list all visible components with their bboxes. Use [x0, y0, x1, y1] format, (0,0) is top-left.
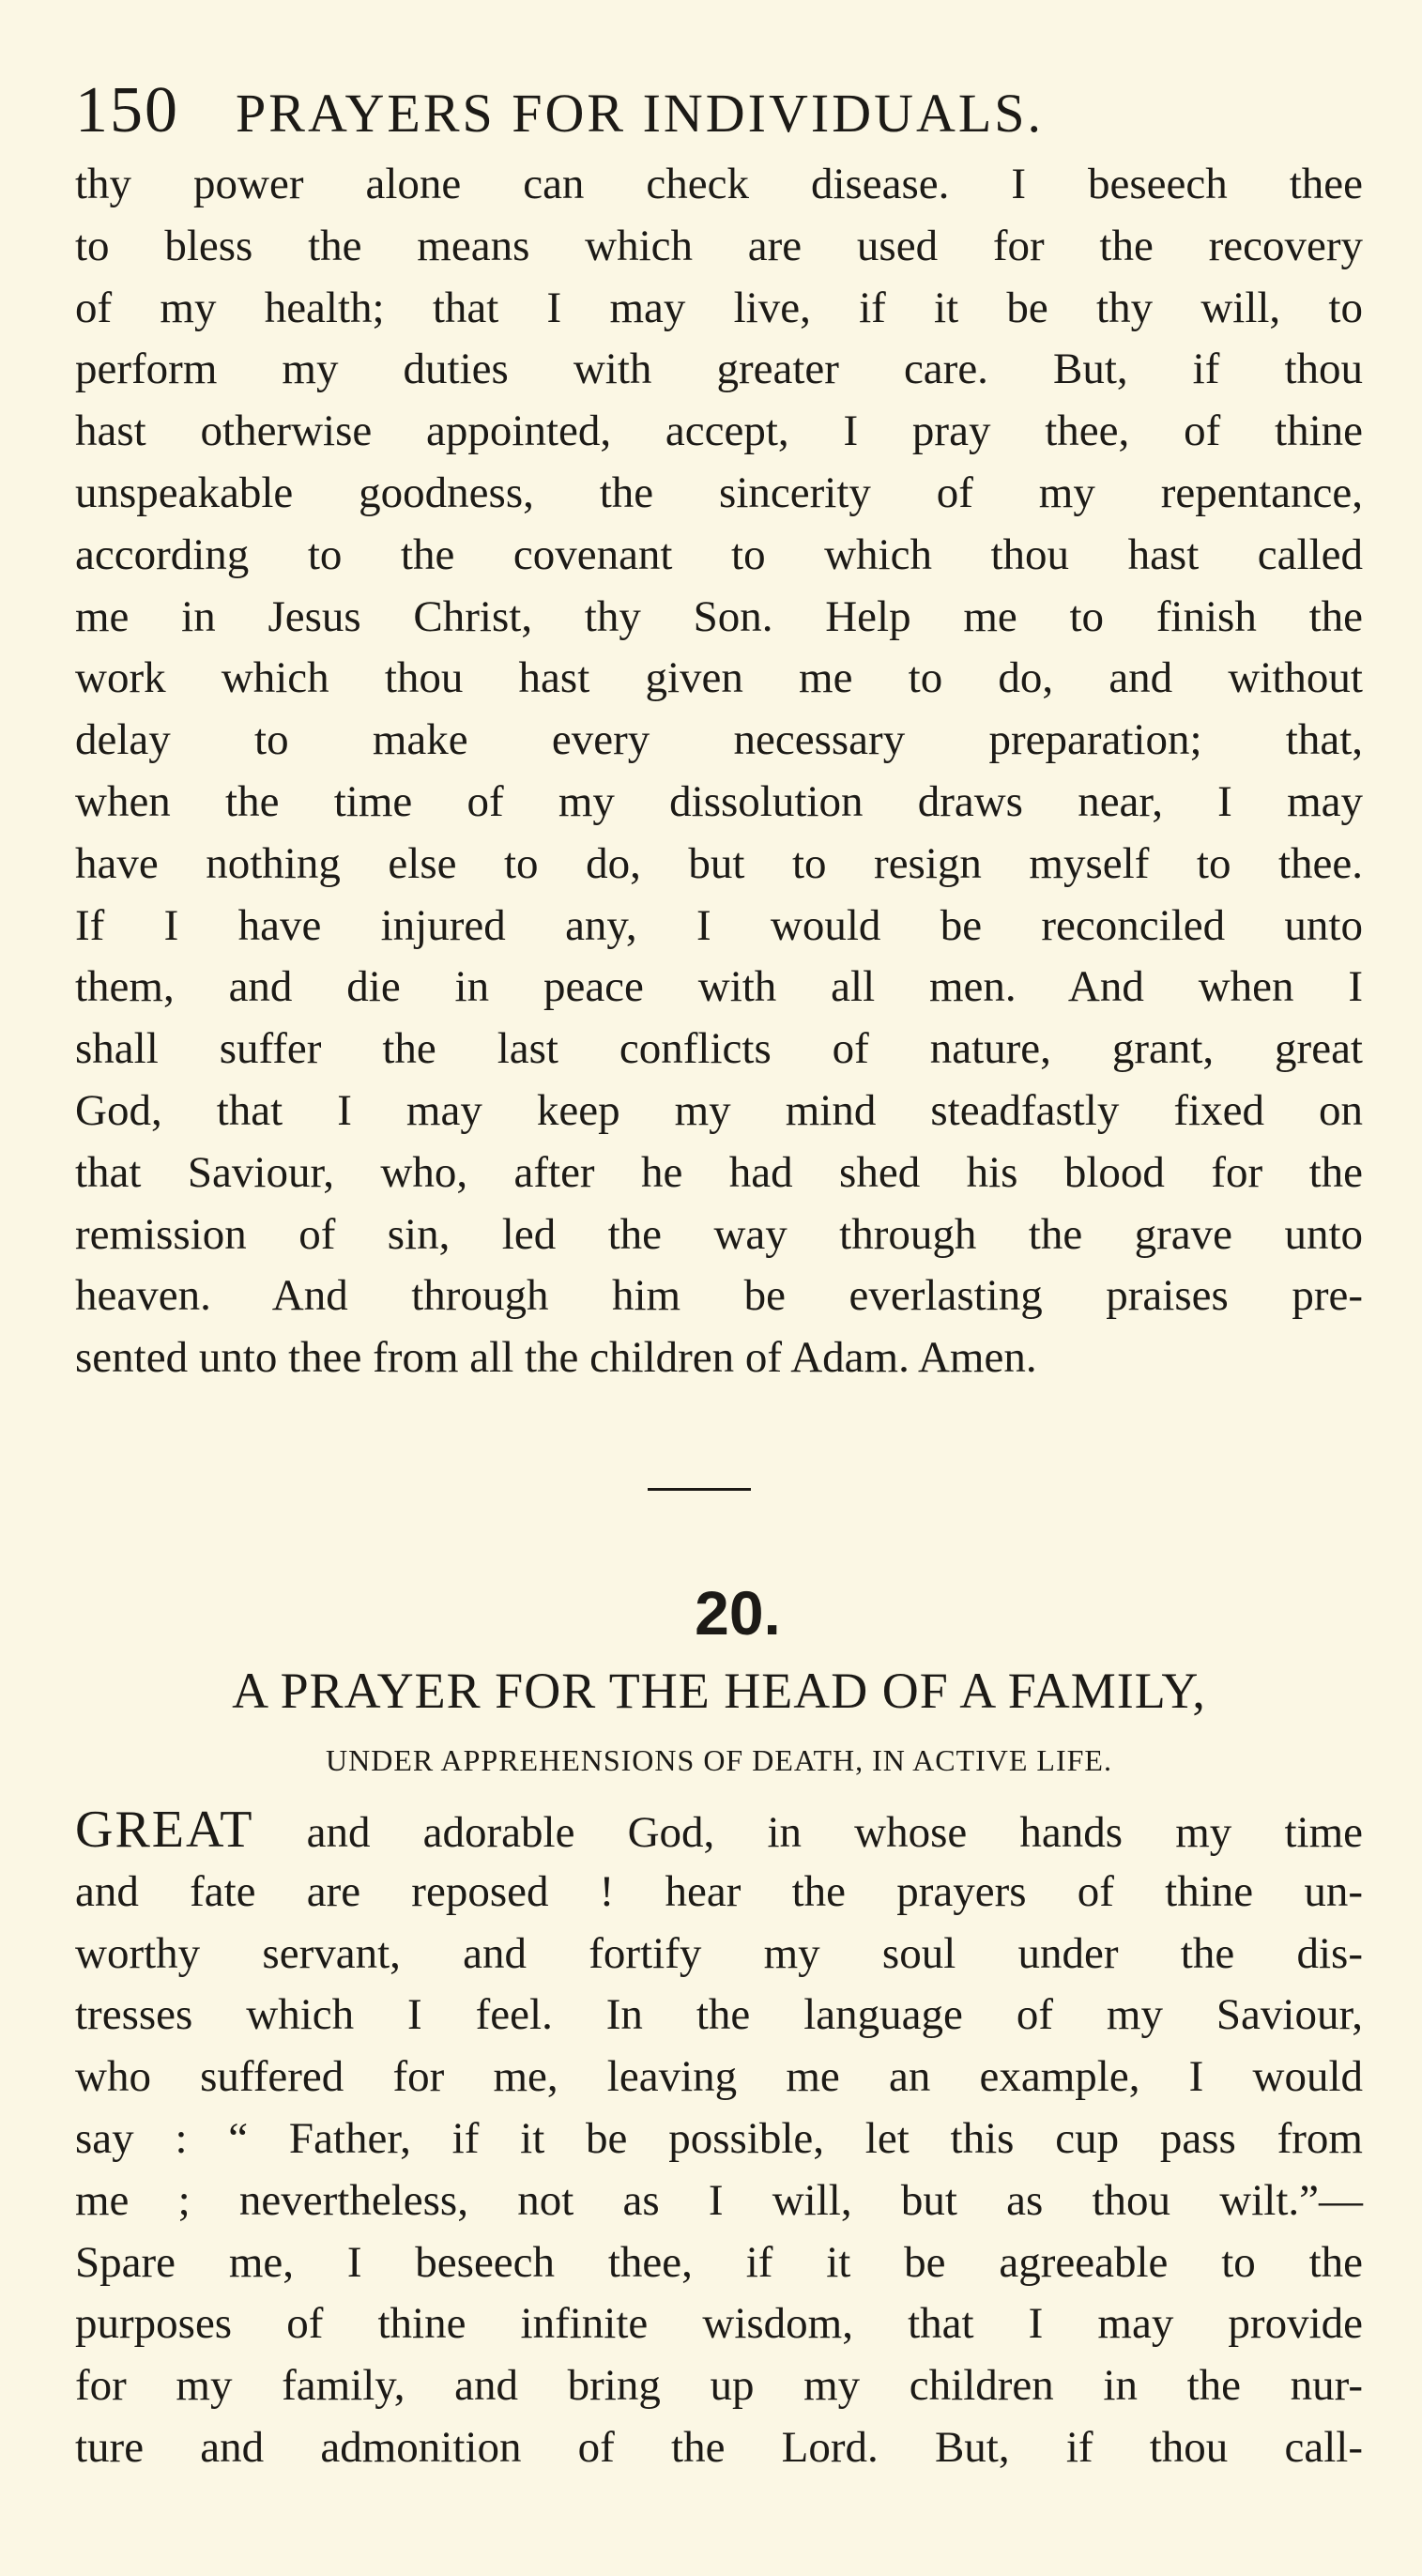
text-line: say : “ Father, if it be possible, let this cup pass from [75, 2113, 1363, 2163]
text-line: shall suffer the last conflicts of nature, grant, great [75, 1024, 1363, 1074]
text-line: them, and die in peace with all men. And when I [75, 962, 1363, 1012]
text-line: hast otherwise appointed, accept, I pray thee, of thine [75, 406, 1363, 456]
text-line: tresses which I feel. In the language of my Saviour, [75, 1990, 1363, 2040]
first-line-rest: and adorable God, in whose hands my time [253, 1807, 1363, 1857]
text-line: heaven. And through him be everlasting praises pre- [75, 1271, 1363, 1321]
text-line: of my health; that I may live, if it be thy will, to [75, 283, 1363, 332]
opening-word: GREAT [75, 1800, 254, 1859]
text-line: worthy servant, and fortify my soul under the dis- [75, 1928, 1363, 1978]
text-line: have nothing else to do, but to resign myself to thee. [75, 838, 1363, 888]
prayer-paragraph [75, 1800, 1363, 2479]
text-line: If I have injured any, I would be reconciled unto [75, 900, 1363, 950]
text-line: to bless the means which are used for the recovery [75, 221, 1363, 270]
continued-prayer-paragraph [75, 154, 1363, 1389]
text-line: me in Jesus Christ, thy Son. Help me to finish the [75, 591, 1363, 641]
text-line: Spare me, I beseech thee, if it be agreeable to the [75, 2237, 1363, 2287]
text-line: for my family, and bring up my children in the nur- [75, 2361, 1363, 2411]
text-line: ture and admonition of the Lord. But, if thou call- [75, 2422, 1363, 2472]
text-line: delay to make every necessary preparation; that, [75, 715, 1363, 765]
text-line: unspeakable goodness, the sincerity of my repentance, [75, 468, 1363, 517]
text-line: remission of sin, led the way through the grave unto [75, 1209, 1363, 1259]
page-number: 150 [75, 74, 179, 146]
section-divider-rule [648, 1488, 751, 1491]
running-head [75, 68, 1363, 154]
text-line: who suffered for me, leaving me an example, I would [75, 2052, 1363, 2102]
text-line: God, that I may keep my mind steadfastly fixed on [75, 1085, 1363, 1135]
section-subtitle: UNDER APPREHENSIONS OF DEATH, IN ACTIVE LIFE. [326, 1742, 1112, 1777]
text-line: sented unto thee from all the children of Adam. Amen. [75, 1333, 1037, 1383]
text-line: and fate are reposed ! hear the prayers of thine un- [75, 1866, 1363, 1916]
text-line: work which thou hast given me to do, and without [75, 653, 1363, 703]
book-page [75, 68, 1363, 2479]
section-number: 20. [695, 1577, 781, 1648]
text-line: according to the covenant to which thou hast called [75, 529, 1363, 579]
text-line: purposes of thine infinite wisdom, that I may provide [75, 2299, 1363, 2349]
running-title: PRAYERS FOR INDIVIDUALS. [236, 83, 1045, 144]
text-line: me ; nevertheless, not as I will, but as thou wilt.”— [75, 2175, 1363, 2225]
text-line: perform my duties with greater care. But, if thou [75, 345, 1363, 394]
text-line-first [75, 1800, 1363, 1862]
section-title: A PRAYER FOR THE HEAD OF A FAMILY, [232, 1662, 1206, 1719]
text-line: when the time of my dissolution draws near, I may [75, 776, 1363, 826]
text-line: that Saviour, who, after he had shed his blood for the [75, 1147, 1363, 1197]
text-line: thy power alone can check disease. I beseech thee [75, 160, 1363, 208]
